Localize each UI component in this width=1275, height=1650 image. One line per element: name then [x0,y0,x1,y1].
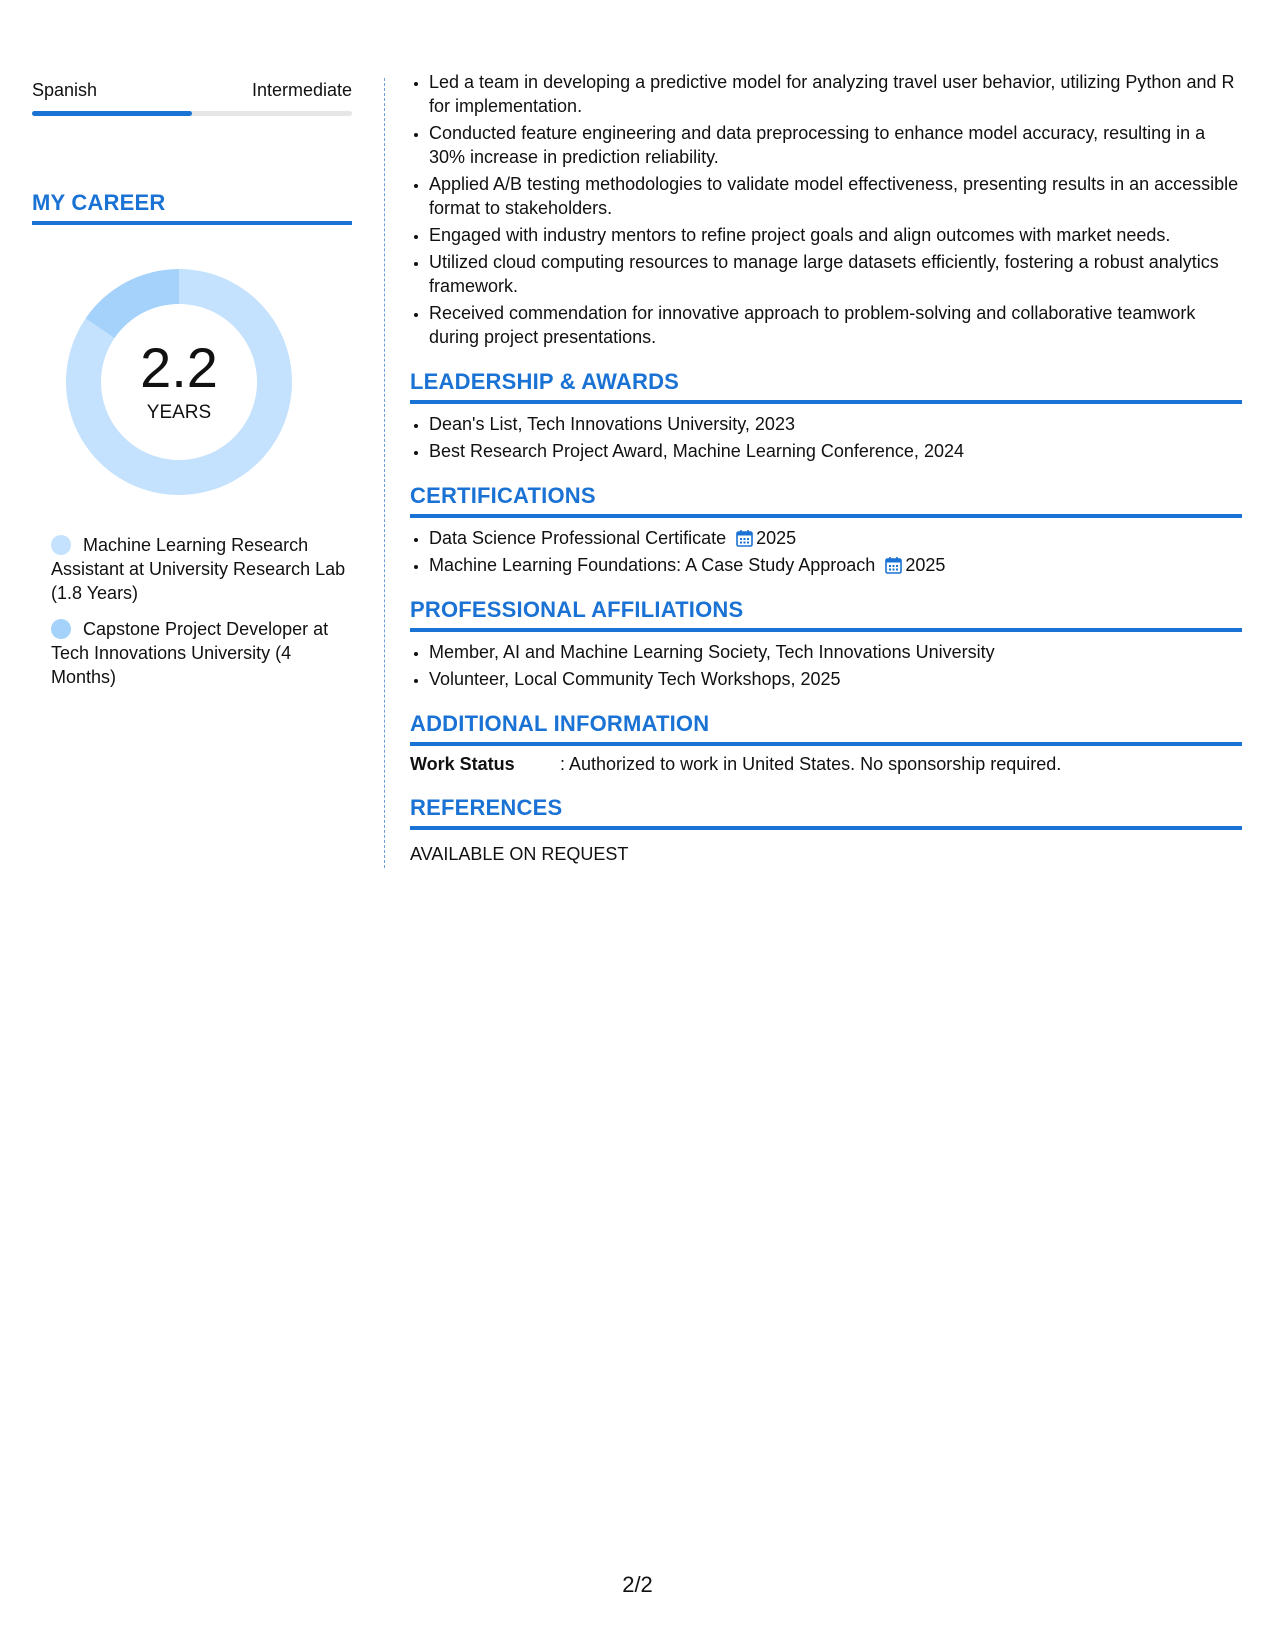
project-bullet-list [410,70,1242,349]
affiliations-section-title: PROFESSIONAL AFFILIATIONS [410,597,1242,632]
project-bullet: • Applied A/B testing methodologies to validate model effectiveness, presenting results in an accessible format to stakeholders. [429,172,1242,220]
certification-item [429,553,1242,577]
work-status-value: : Authorized to work in United States. No sponsorship required. [560,754,1062,774]
project-bullet: • Utilized cloud computing resources to manage large datasets efficiently, fostering a robust analytics framework. [429,250,1242,298]
language-proficiency-fill [32,111,192,116]
project-bullet: • Engaged with industry mentors to refine project goals and align outcomes with market needs. [429,223,1242,247]
calendar-icon [885,556,902,574]
certification-name: Machine Learning Foundations: A Case Study Approach [429,555,876,575]
certification-year: 2025 [756,528,797,548]
leadership-item: • Best Research Project Award, Machine Learning Conference, 2024 [429,439,1242,463]
project-bullet: • Received commendation for innovative approach to problem-solving and collaborative teamwork during project presentations. [429,301,1242,349]
left-column [32,70,352,701]
language-row [32,80,352,101]
certification-item [429,526,1242,550]
leadership-item: • Dean's List, Tech Innovations University, 2023 [429,412,1242,436]
certifications-list [410,526,1242,577]
career-legend-item [51,617,352,689]
work-status-label: Work Status [410,754,515,774]
right-column [410,70,1242,865]
project-bullet: • Conducted feature engineering and data preprocessing to enhance model accuracy, resulting in a 30% increase in prediction reliability. [429,121,1242,169]
references-section-title: REFERENCES [410,795,1242,830]
references-text: AVAILABLE ON REQUEST [410,844,629,864]
page-number: 2/2 [622,1572,653,1597]
certification-name: Data Science Professional Certificate [429,528,727,548]
leadership-list [410,412,1242,463]
career-item-text: Machine Learning Research Assistant at University Research Lab (1.8 Years) [51,535,346,603]
affiliation-item: • Member, AI and Machine Learning Society, Tech Innovations University [429,640,1242,664]
career-total-unit: YEARS [146,402,212,423]
career-donut-chart [66,269,292,495]
work-status-row [410,754,1242,775]
career-total-value: 2.2 [140,336,218,399]
career-legend-item [51,533,352,605]
language-proficiency-bar [32,111,352,116]
legend-dot [51,619,71,639]
language-name: Spanish [32,80,98,100]
certifications-section-title: CERTIFICATIONS [410,483,1242,518]
legend-dot [51,535,71,555]
calendar-icon [736,529,753,547]
project-bullet: • Led a team in developing a predictive model for analyzing travel user behavior, utilizing Python and R for implementation. [429,70,1242,118]
career-item-text: Capstone Project Developer at Tech Innovations University (4 Months) [51,619,329,687]
career-section-title: MY CAREER [32,190,352,225]
additional-info-section-title: ADDITIONAL INFORMATION [410,711,1242,746]
affiliation-item: • Volunteer, Local Community Tech Workshops, 2025 [429,667,1242,691]
leadership-section-title: LEADERSHIP & AWARDS [410,369,1242,404]
affiliations-list [410,640,1242,691]
certification-year: 2025 [905,555,946,575]
column-divider [384,78,385,868]
language-level: Intermediate [251,80,352,100]
career-legend [32,533,352,689]
